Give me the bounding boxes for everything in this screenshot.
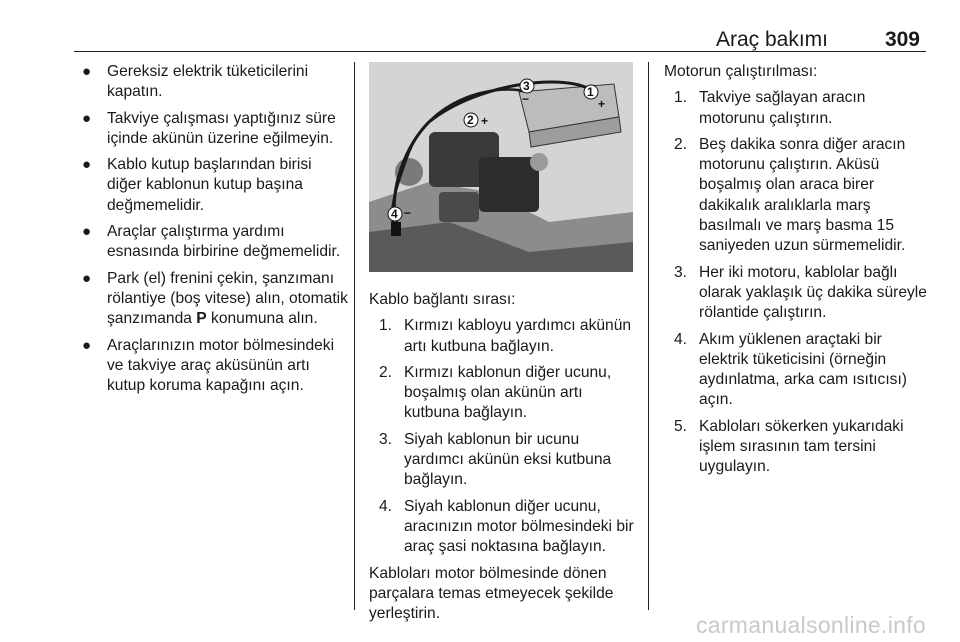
list-item: 4. Siyah kablonun diğer ucunu, aracınızın motor bölmesindeki bir araç şasi noktasına bağlayın. xyxy=(379,497,634,556)
connection-steps xyxy=(369,316,637,557)
start-intro: Motorun çalıştırılması: xyxy=(664,63,818,80)
callout-4: 4 xyxy=(391,207,398,221)
header-rule xyxy=(74,51,926,52)
watermark: carmanualsonline.info xyxy=(695,612,926,638)
page-header xyxy=(74,28,926,52)
list-item: 3. Siyah kablonun bir ucunu yardımcı akünün eksi kutbuna bağlayın. xyxy=(379,430,612,489)
list-item: ● Araçlarınızın motor bölmesindeki ve takviye araç aküsünün artı kutup koruma kapağını açın. xyxy=(82,336,335,395)
jump-start-illustration xyxy=(369,62,633,272)
list-item: 3. Her iki motoru, kablolar bağlı olarak yaklaşık üç dakika süreyle rölantide çalıştırın. xyxy=(674,263,927,322)
start-steps xyxy=(664,88,932,477)
bullet-icon: ● xyxy=(82,156,92,174)
right-column xyxy=(664,62,932,484)
cable-routing-note: Kabloları motor bölmesinde dönen parçalara temas etmeyecek şekilde yerleştirin. xyxy=(369,564,614,623)
list-item: 1. Kırmızı kabloyu yardımcı akünün artı kutbuna bağlayın. xyxy=(379,317,632,355)
column-divider-left xyxy=(354,62,355,610)
plus-sign: + xyxy=(598,97,606,111)
gear-position-p: P xyxy=(196,310,207,328)
left-column xyxy=(82,62,350,402)
bullet-icon: ● xyxy=(82,223,92,241)
middle-column xyxy=(369,62,637,630)
precaution-list xyxy=(82,62,350,396)
list-item: 5. Kabloları sökerken yukarıdaki işlem sırasının tam tersini uygulayın. xyxy=(674,417,904,476)
bullet-icon: ● xyxy=(82,63,92,80)
list-item: ● Takviye çalışması yaptığınız süre içinde akünün üzerine eğilmeyin. xyxy=(82,109,336,147)
list-item: 2. Kırmızı kablonun diğer ucunu, boşalmış olan akünün artı kutbuna bağlayın. xyxy=(379,363,612,422)
bullet-icon: ● xyxy=(82,109,92,127)
list-item: 1. Takviye sağlayan aracın motorunu çalıştırın. xyxy=(674,89,866,127)
callout-3: 3 xyxy=(523,79,530,93)
column-divider-right xyxy=(648,62,649,610)
minus-sign: − xyxy=(522,92,530,106)
list-item: ● Park (el) frenini çekin, şanzımanı rölantiye (boş vitese) alın, otomatik şanzımanda P konumuna alın. xyxy=(82,269,348,328)
bullet-icon: ● xyxy=(82,336,92,354)
list-item: ● Araçlar çalıştırma yardımı esnasında birbirine değmemelidir. xyxy=(82,223,341,261)
callout-1: 1 xyxy=(587,85,594,99)
list-item: ● Gereksiz elektrik tüketicilerini kapatın. xyxy=(82,63,309,101)
list-item: 4. Akım yüklenen araçtaki bir elektrik tüketicisini (örneğin aydınlatma, arka cam ısıtıcısı) açın. xyxy=(674,330,907,409)
connection-intro: Kablo bağlantı sırası: xyxy=(369,291,516,308)
section-title: Araç bakımı xyxy=(715,28,828,51)
callout-2: 2 xyxy=(467,113,474,127)
list-item: ● Kablo kutup başlarından birisi diğer kablonun kutup başına değmemelidir. xyxy=(82,156,312,214)
page-number: 309 xyxy=(884,28,920,51)
minus-sign: − xyxy=(404,206,412,220)
list-item: 2. Beş dakika sonra diğer aracın motorunu çalıştırın. Aküsü boşalmış olan araca birer dakikalık aralıklarla marş basılmalı ve marş basma 15 saniyeden uzun sürmemelidir. xyxy=(674,135,906,255)
plus-sign: + xyxy=(481,114,489,128)
bullet-icon: ● xyxy=(82,269,92,287)
